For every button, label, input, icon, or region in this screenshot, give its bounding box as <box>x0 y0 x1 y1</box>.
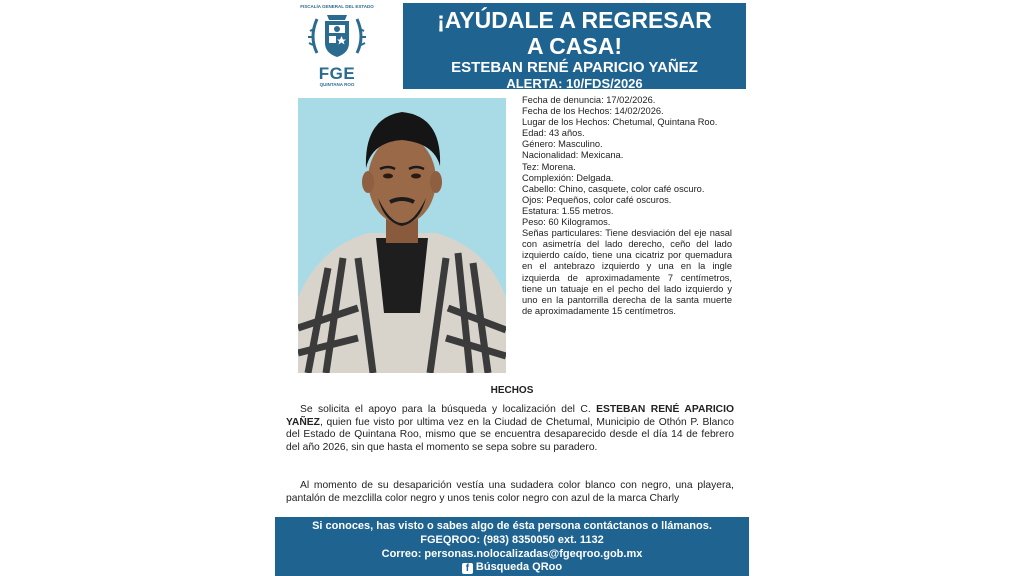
detail-eyes: Ojos: Pequeños, color café oscuros. <box>522 194 672 205</box>
detail-weight: Peso: 60 Kilogramos. <box>522 217 611 228</box>
banner-line1: ¡AYÚDALE A REGRESAR <box>437 7 712 33</box>
detail-hair: Cabello: Chino, casquete, color café oscuro. <box>522 183 705 194</box>
facts-title: HECHOS <box>490 385 534 396</box>
state-emblem-icon <box>307 9 367 65</box>
facts-paragraph-2: Al momento de su desaparición vestía una sudadera color blanco con negro, una playera, pantalón de mezclilla color negro y unos tenis color negro con azul de la marca Charly <box>286 480 734 504</box>
detail-build: Complexión: Delgada. <box>522 172 614 183</box>
footer-email: Correo: personas.nolocalizadas@fgeqroo.gob.mx <box>381 547 643 560</box>
banner-line2: A CASA! <box>527 33 622 59</box>
footer-phone: FGEQROO: (983) 8350050 ext. 1132 <box>420 533 604 546</box>
footer-facebook-label: Búsqueda QRoo <box>475 561 563 574</box>
detail-distinguishing-marks: Señas particulares: Tiene desviación del eje nasal con asimetría del lado derecho, ceño del lado izquierdo caído, tiene una cicatriz por quemadura en el antebrazo izquierdo y una en la ingle izquierda de aproximadamente 7 centímetros, tiene un tatuaje en el pecho del lado izquierdo y uno en la pantorrilla derecha de la santa muerte de aproximadamente 15 centímetros. <box>522 228 732 316</box>
detail-event-date: Fecha de los Hechos: 14/02/2026. <box>522 106 664 117</box>
footer-call-to-action: Si conoces, has visto o sabes algo de ésta persona contáctanos o llámanos. <box>312 520 712 532</box>
detail-height: Estatura: 1.55 metros. <box>522 205 614 216</box>
fge-logo <box>300 4 374 92</box>
missing-person-name: ESTEBAN RENÉ APARICIO YAÑEZ <box>451 59 698 76</box>
facts-p1-text-a: Se solicita el apoyo para la búsqueda y localización del C. <box>300 404 597 415</box>
logo-acronym: FGE <box>318 64 356 83</box>
header-banner <box>403 3 746 89</box>
detail-report-date: Fecha de denuncia: 17/02/2026. <box>522 95 656 105</box>
detail-nationality: Nacionalidad: Mexicana. <box>522 150 624 161</box>
alert-number: ALERTA: 10/FDS/2026 <box>506 76 643 91</box>
facts-p1-name: ESTEBAN RENÉ APARICIO YAÑEZ <box>286 404 734 428</box>
detail-gender: Género: Masculino. <box>522 139 603 150</box>
contact-footer <box>275 517 749 576</box>
logo-top-text: FISCALÍA GENERAL DEL ESTADO <box>300 4 374 9</box>
person-photo <box>298 98 506 373</box>
detail-location: Lugar de los Hechos: Chetumal, Quintana Roo. <box>522 117 718 128</box>
detail-complexion-skin: Tez: Morena. <box>522 161 576 172</box>
facts-paragraph-1 <box>286 404 734 454</box>
detail-age: Edad: 43 años. <box>522 128 585 139</box>
facts-p1-text-b: , quien fue visto por ultima vez en la Ciudad de Chetumal, Municipio de Othón P. Blanco del Estado de Quintana Roo, mismo que se encuentra desaparecido desde el día 14 de febrero del año 2026, sin que hasta el momento se sepa sobre su paradero. <box>286 416 734 453</box>
facebook-icon: f <box>462 563 473 574</box>
logo-state: QUINTANA ROO <box>319 82 355 87</box>
footer-facebook <box>275 561 749 575</box>
person-details <box>522 95 732 317</box>
